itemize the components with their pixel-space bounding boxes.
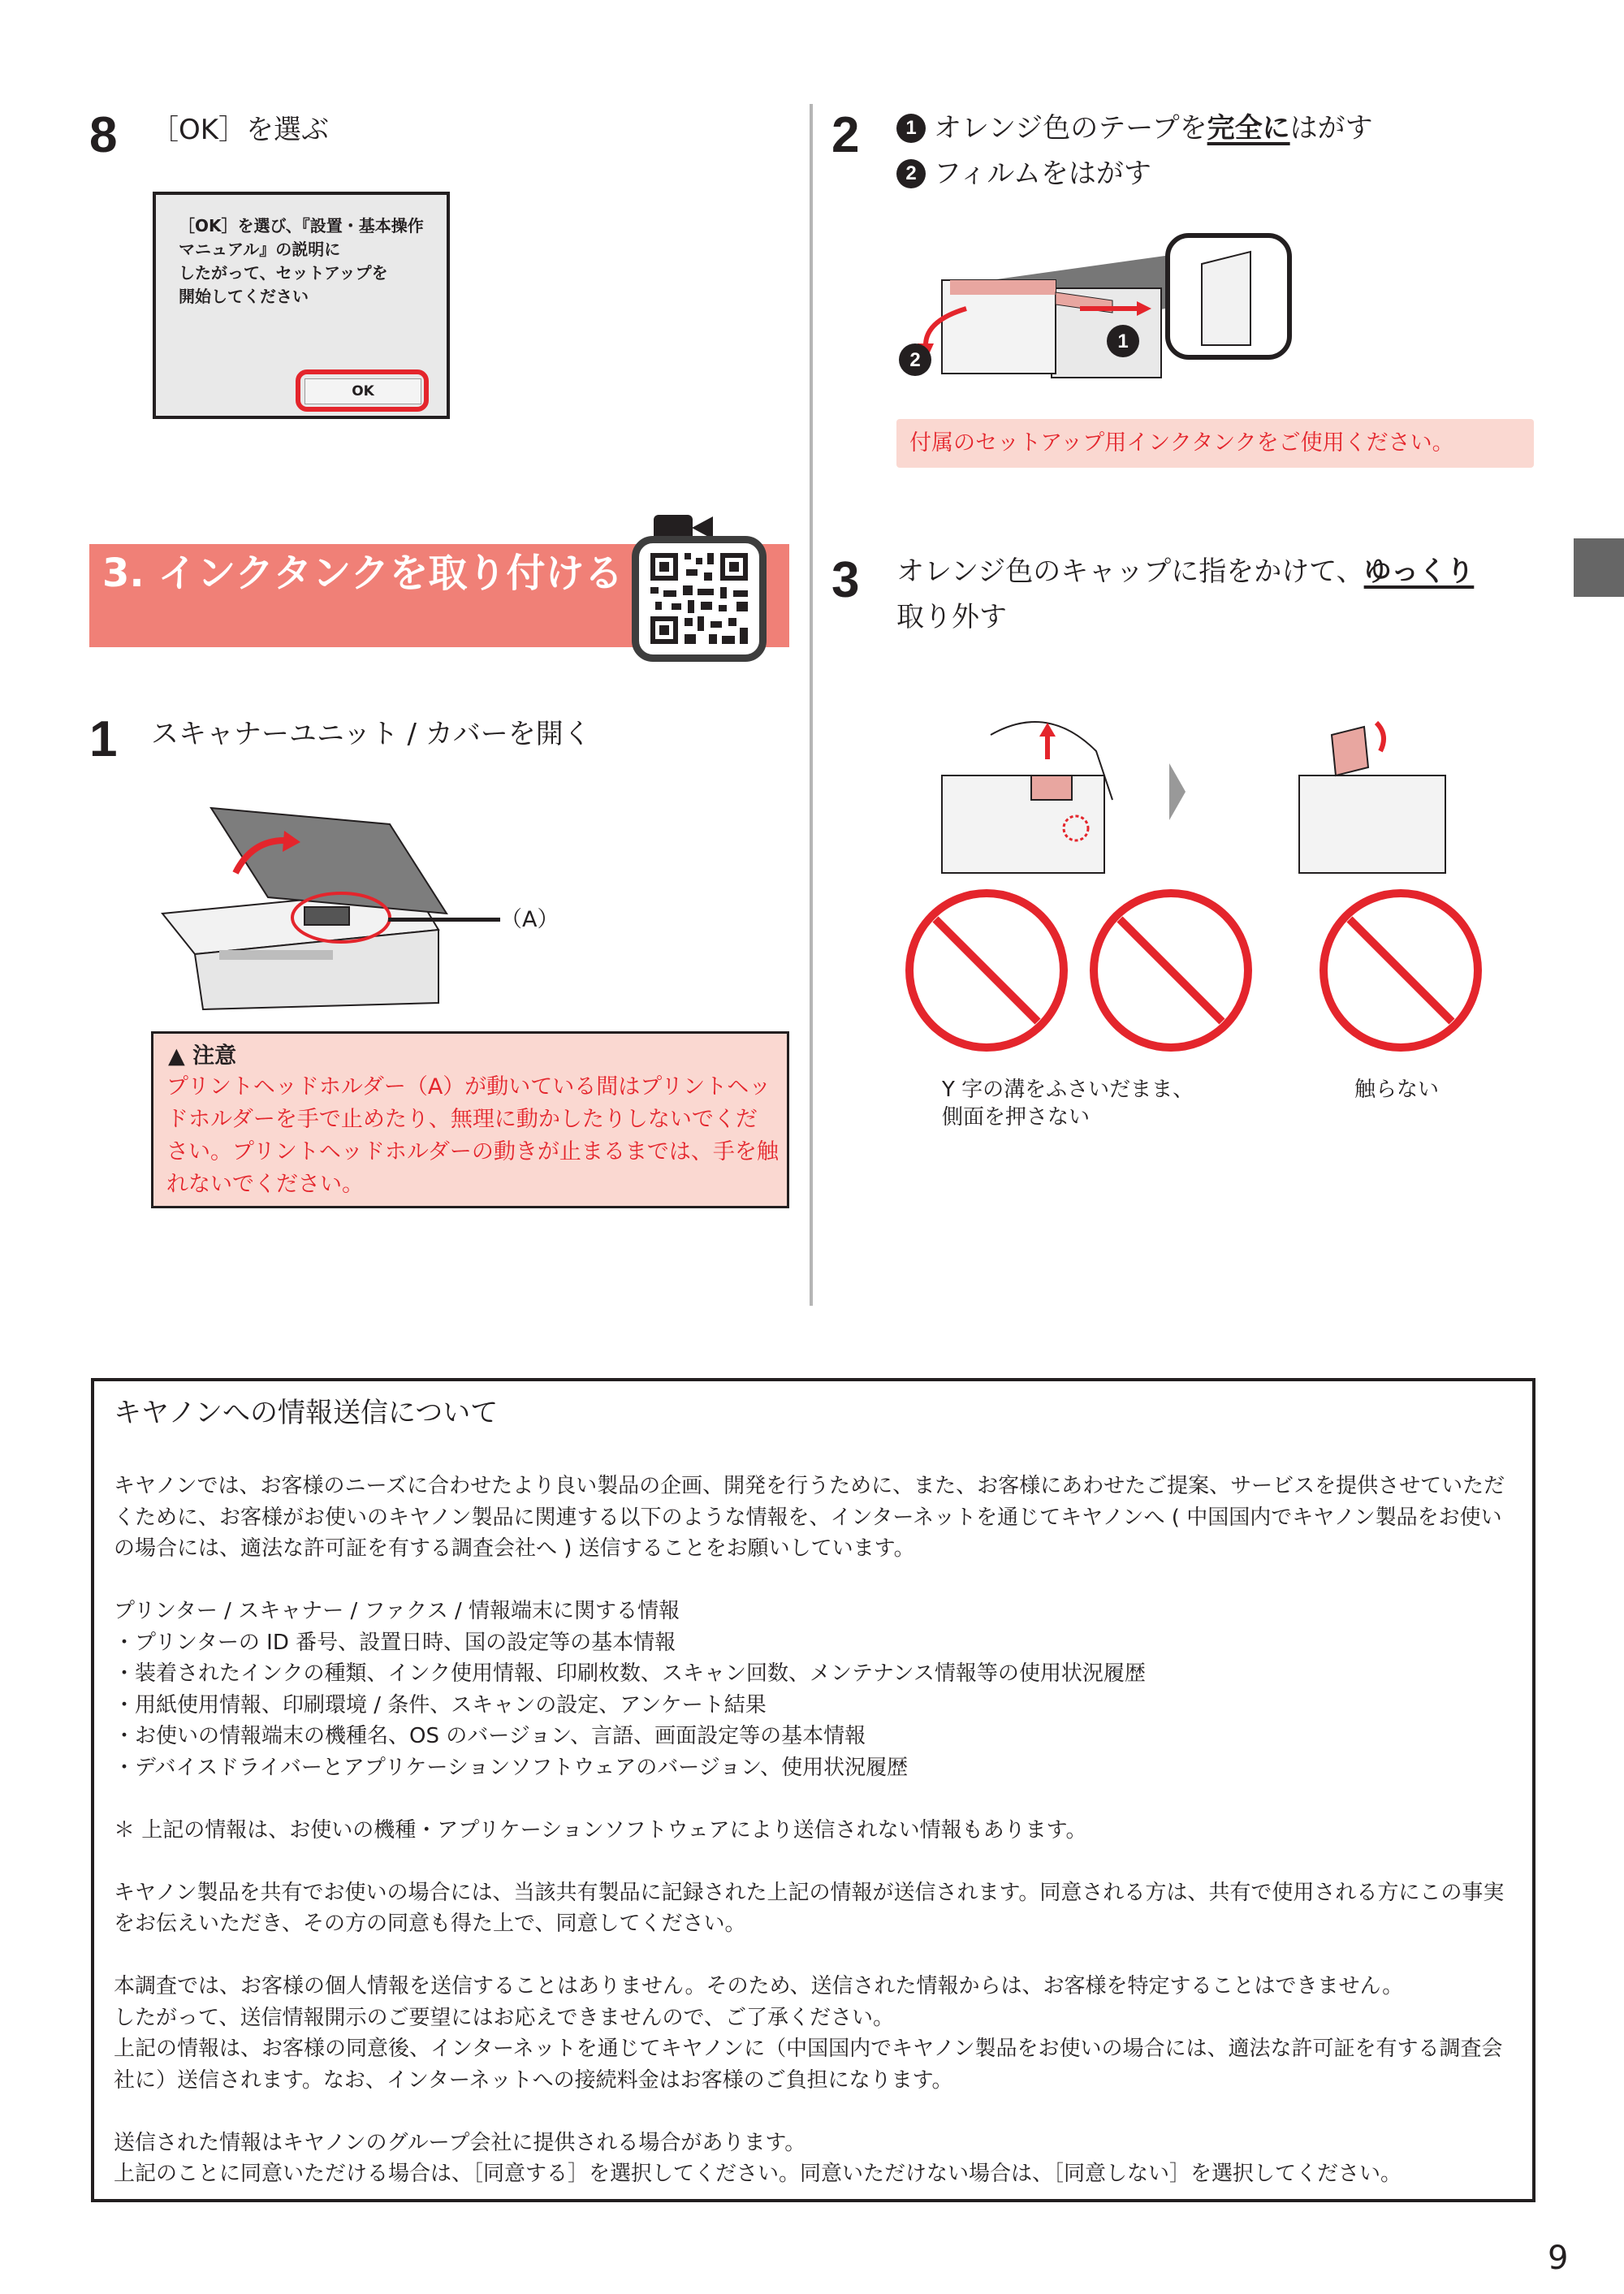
step-badge-2: 2 <box>896 159 926 188</box>
warning-triangle-icon: ▲ <box>168 1043 185 1069</box>
callout-label-a: （A） <box>500 907 559 932</box>
figure-label-2: 2 <box>909 349 921 371</box>
info-footnote: ＊ 上記の情報は、お使いの機種・アプリケーションソフトウェアにより送信されない情報もあります。 <box>114 1817 1087 1843</box>
info-para-privacy: 本調査では、お客様の個人情報を送信することはありません。そのため、送信された情報からは、お客様を特定することはできません。 <box>114 1974 1404 1998</box>
callout-line <box>388 918 500 922</box>
step-number-8: 8 <box>89 107 118 163</box>
step-badge-1: 1 <box>896 114 926 143</box>
ink-tank-tape-illustration <box>893 231 1299 414</box>
lcd-ok-button[interactable]: OK <box>304 378 421 404</box>
column-divider <box>810 104 813 1306</box>
step-8-text: ［OK］を選ぶ <box>151 114 330 146</box>
page-number: 9 <box>1548 2240 1569 2277</box>
qr-code-icon[interactable] <box>632 536 767 662</box>
info-para-consent: 上記のことに同意いただける場合は、［同意する］を選択してください。同意いただけない場合は、［同意しない］を選択してください。 <box>114 2162 1402 2186</box>
info-list-heading: プリンター / スキャナー / ファクス / 情報端末に関する情報 <box>114 1599 680 1623</box>
info-list-item: ・デバイスドライバーとアプリケーションソフトウェアのバージョン、使用状況履歴 <box>114 1755 909 1780</box>
info-body <box>114 1471 1518 2190</box>
step-number-3: 3 <box>831 552 860 608</box>
info-title: キヤノンへの情報送信について <box>114 1397 499 1429</box>
info-list-item: ・装着されたインクの種類、インク使用情報、印刷枚数、スキャン回数、メンテナンス情報等の使用状況履歴 <box>114 1661 1146 1686</box>
info-para-consent: 送信された情報はキヤノンのグループ会社に提供される場合があります。 <box>114 2130 806 2155</box>
step-number-1: 1 <box>89 711 118 767</box>
step-3-line1: オレンジ色のキャップに指をかけて、ゆっくり <box>896 555 1475 588</box>
info-para-shared: キヤノン製品を共有でお使いの場合には、当該共有製品に記録された上記の情報が送信されます。同意される方は、共有で使用される方にこの事実をお伝えいただき、その方の同意も得た上で、同意してください。 <box>114 1880 1505 1936</box>
lcd-message: ［OK］を選び、『設置・基本操作 マニュアル』の説明に したがって、セットアップを 開始してください <box>179 216 424 306</box>
setup-ink-note <box>896 419 1534 468</box>
remove-cap-illustration <box>901 686 1486 1060</box>
caution-body: プリントヘッドホルダー（A）が動いている間はプリントヘッドホルダーを手で止めたり、無理に動かしたりしないでください。プリントヘッドホルダーの動きが止まるまでは、手を触れないでください。 <box>166 1074 779 1197</box>
step-3-line2: 取り外す <box>896 601 1007 633</box>
info-para-1: キヤノンでは、お客様のニーズに合わせたより良い製品の企画、開発を行うために、また、お客様にあわせたご提案、サービスを提供させていただくために、お客様がお使いのキヤノン製品に関連する以下のような情報を、インターネットを通じてキヤノンへ ( 中国国内でキヤノン製品をお使いの場合には、適法な許可証を有する調査会社へ ) 送信することをお願いしています。 <box>114 1474 1505 1561</box>
figure-label-1: 1 <box>1117 330 1129 352</box>
chapter-side-tab <box>1574 538 1624 597</box>
step-2-line2: 2 フィルムをはがす <box>896 151 1151 197</box>
caution-box <box>151 1031 789 1208</box>
canon-info-notice-box <box>91 1378 1535 2202</box>
setup-ink-note-text: 付属のセットアップ用インクタンクをご使用ください。 <box>909 430 1454 456</box>
step-2-line1: 1 オレンジ色のテープを完全にはがす <box>896 106 1373 151</box>
printer-open-illustration <box>146 792 552 1011</box>
printer-lcd-screen <box>153 192 450 419</box>
info-para-privacy: したがって、送信情報開示のご要望にはお応えできませんので、ご了承ください。 <box>114 2005 894 2030</box>
info-list-item: ・用紙使用情報、印刷環境 / 条件、スキャンの設定、アンケート結果 <box>114 1692 767 1717</box>
step-number-2: 2 <box>831 107 860 163</box>
caption-do-not-press-sides: Y 字の溝をふさいだまま、 側面を押さない <box>942 1078 1194 1130</box>
info-para-privacy: 上記の情報は、お客様の同意後、インターネットを通じてキヤノンに（中国国内でキヤノン製品をお使いの場合には、適法な許可証を有する調査会社に）送信されます。なお、インターネットへの接続料金はお客様のご負担になります。 <box>114 2037 1503 2093</box>
step-1-text: スキャナーユニット / カバーを開く <box>151 718 591 750</box>
caption-do-not-touch: 触らない <box>1354 1078 1440 1102</box>
ok-highlight-ring <box>296 369 429 412</box>
section-title: 3. インクタンクを取り付ける <box>102 551 624 596</box>
info-list-item: ・お使いの情報端末の機種名、OS のバージョン、言語、画面設定等の基本情報 <box>114 1724 866 1748</box>
caution-title: ▲ 注意 <box>168 1043 237 1069</box>
info-list-item: ・プリンターの ID 番号、設置日時、国の設定等の基本情報 <box>114 1630 676 1655</box>
